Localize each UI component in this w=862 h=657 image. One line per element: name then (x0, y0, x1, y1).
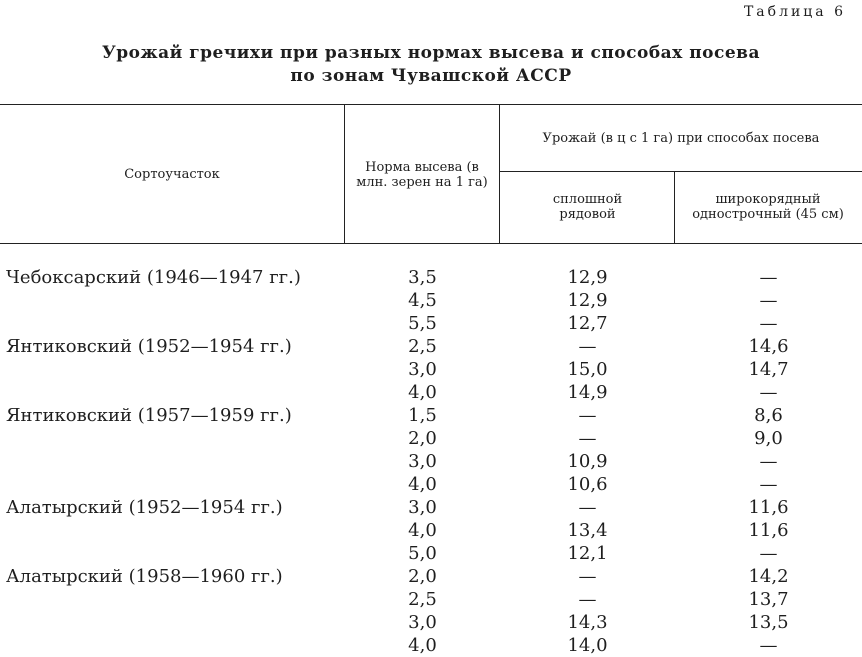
cell-shirokoryadny: 13,5 (748, 612, 789, 633)
cell-norma: 5,5 (408, 313, 437, 334)
cell-norma: 1,5 (408, 405, 437, 426)
cell-sploshnoy: 14,3 (567, 612, 608, 633)
table-row (0, 289, 862, 312)
table-row (0, 266, 862, 289)
cell-norma: 4,5 (408, 290, 437, 311)
header-urozhay: Урожай (в ц с 1 га) при способах посева (542, 130, 820, 146)
cell-norma: 3,0 (408, 612, 437, 633)
cell-norma: 2,5 (408, 336, 437, 357)
table-row (0, 335, 862, 358)
title-line-1: Урожай гречихи при разных нормах высева и способах посева (101, 43, 760, 63)
cell-sortouchastok: Алатырский (1952—1954 гг.) (6, 497, 283, 518)
table-row (0, 473, 862, 496)
cell-sploshnoy: 13,4 (567, 520, 608, 541)
table-row (0, 358, 862, 381)
table-row (0, 634, 862, 657)
table-row (0, 519, 862, 542)
cell-shirokoryadny: — (759, 451, 778, 472)
cell-sortouchastok: Чебоксарский (1946—1947 гг.) (6, 267, 301, 288)
cell-norma: 4,0 (408, 382, 437, 403)
cell-sploshnoy: 12,9 (567, 267, 608, 288)
table-body (0, 266, 862, 657)
cell-shirokoryadny: 8,6 (754, 405, 783, 426)
table-row (0, 611, 862, 634)
cell-sploshnoy: 10,9 (567, 451, 608, 472)
cell-sortouchastok: Алатырский (1958—1960 гг.) (6, 566, 283, 587)
cell-shirokoryadny: — (759, 382, 778, 403)
cell-sploshnoy: — (578, 428, 597, 449)
cell-norma: 5,0 (408, 543, 437, 564)
cell-shirokoryadny: 14,7 (748, 359, 789, 380)
cell-shirokoryadny: — (759, 290, 778, 311)
cell-sploshnoy: — (578, 589, 597, 610)
header-sortouchastok: Сортоучасток (124, 166, 220, 182)
table-title (0, 42, 862, 88)
cell-shirokoryadny: — (759, 474, 778, 495)
table-label: Таблица 6 (743, 4, 846, 20)
cell-shirokoryadny: — (759, 635, 778, 656)
cell-sploshnoy: — (578, 566, 597, 587)
table-row (0, 427, 862, 450)
table-row (0, 404, 862, 427)
cell-norma: 4,0 (408, 635, 437, 656)
cell-norma: 2,0 (408, 566, 437, 587)
cell-sploshnoy: — (578, 497, 597, 518)
header-sploshnoy: сплошной рядовой (552, 192, 623, 222)
cell-sploshnoy: 15,0 (567, 359, 608, 380)
column-divider-2 (499, 104, 500, 244)
cell-sploshnoy: 14,0 (567, 635, 608, 656)
header-shirokoryadny: широкорядный однострочный (45 см) (692, 192, 844, 222)
cell-sploshnoy: — (578, 405, 597, 426)
cell-shirokoryadny: 13,7 (748, 589, 789, 610)
cell-norma: 3,0 (408, 497, 437, 518)
cell-norma: 3,0 (408, 451, 437, 472)
cell-norma: 2,0 (408, 428, 437, 449)
cell-norma: 2,5 (408, 589, 437, 610)
cell-shirokoryadny: 11,6 (748, 520, 789, 541)
cell-shirokoryadny: 14,6 (748, 336, 789, 357)
column-divider-1 (344, 104, 345, 244)
cell-norma: 4,0 (408, 474, 437, 495)
cell-sploshnoy: — (578, 336, 597, 357)
column-divider-3 (674, 171, 675, 244)
cell-shirokoryadny: 14,2 (748, 566, 789, 587)
title-line-2: по зонам Чувашской АССР (290, 66, 572, 86)
cell-norma: 3,0 (408, 359, 437, 380)
cell-sploshnoy: 12,1 (567, 543, 608, 564)
cell-sploshnoy: 10,6 (567, 474, 608, 495)
table-row (0, 588, 862, 611)
table-row (0, 381, 862, 404)
cell-norma: 3,5 (408, 267, 437, 288)
header-norma: Норма высева (в млн. зерен на 1 га) (356, 160, 488, 190)
cell-shirokoryadny: — (759, 267, 778, 288)
cell-shirokoryadny: 9,0 (754, 428, 783, 449)
table-row (0, 542, 862, 565)
table-row (0, 565, 862, 588)
table-row (0, 450, 862, 473)
cell-sploshnoy: 14,9 (567, 382, 608, 403)
cell-sortouchastok: Янтиковский (1952—1954 гг.) (6, 336, 292, 357)
cell-sploshnoy: 12,7 (567, 313, 608, 334)
table-row (0, 312, 862, 335)
cell-sploshnoy: 12,9 (567, 290, 608, 311)
cell-sortouchastok: Янтиковский (1957—1959 гг.) (6, 405, 292, 426)
cell-shirokoryadny: — (759, 313, 778, 334)
cell-shirokoryadny: — (759, 543, 778, 564)
cell-shirokoryadny: 11,6 (748, 497, 789, 518)
cell-norma: 4,0 (408, 520, 437, 541)
table-row (0, 496, 862, 519)
